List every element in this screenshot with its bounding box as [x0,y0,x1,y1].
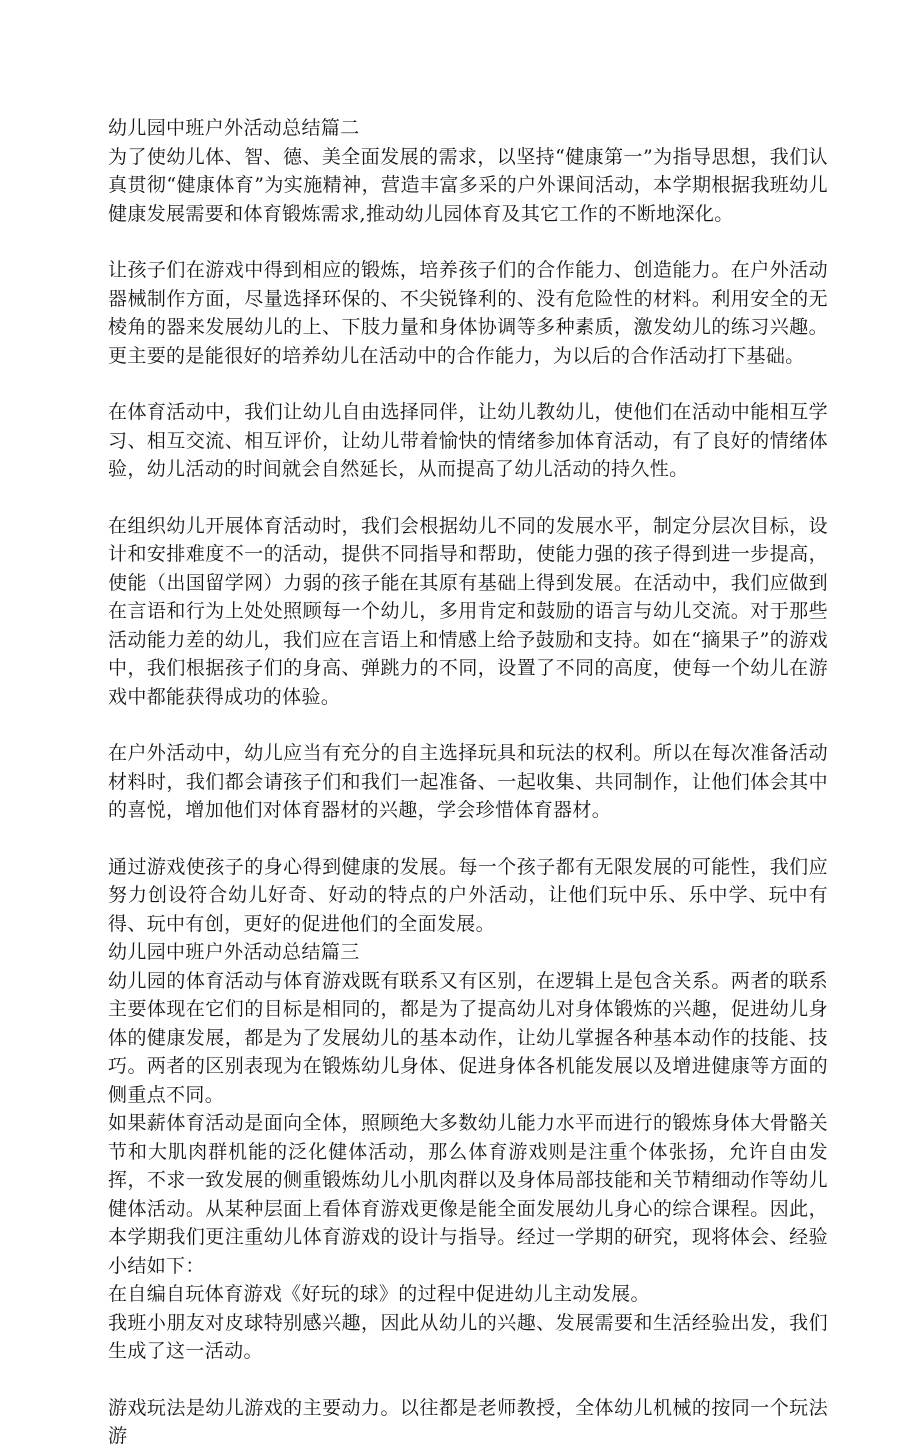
paragraph: 在体育活动中，我们让幼儿自由选择同伴，让幼儿教幼儿，使他们在活动中能相互学习、相互交流、相互评价，让幼儿带着愉快的情绪参加体育活动，有了良好的情绪体验，幼儿活动的时间就会自然延长，从而提高了幼儿活动的持久性。 [108,401,828,480]
paragraph: 让孩子们在游戏中得到相应的锻炼，培养孩子们的合作能力、创造能力。在户外活动器械制作方面，尽量选择环保的、不尖锐锋利的、没有危险性的材料。利用安全的无棱角的器来发展幼儿的上、下肢力量和身体协调等多种素质，激发幼儿的练习兴趣。更主要的是能很好的培养幼儿在活动中的合作能力，为以后的合作活动打下基础。 [108,259,828,367]
paragraph: 在组织幼儿开展体育活动时，我们会根据幼儿不同的发展水平，制定分层次目标，设计和安排难度不一的活动，提供不同指导和帮助，使能力强的孩子得到进一步提高，使能（出国留学网）力弱的孩子能在其原有基础上得到发展。在活动中，我们应做到在言语和行为上处处照顾每一个幼儿，多用肯定和鼓励的语言与幼儿交流。对于那些活动能力差的幼儿，我们应在言语上和情感上给予鼓励和支持。如在“摘果子”的游戏中，我们根据孩子们的身高、弹跳力的不同，设置了不同的高度，使每一个幼儿在游戏中都能获得成功的体验。 [108,514,828,708]
document-body [108,114,828,1451]
section-heading-2: 幼儿园中班户外活动总结篇二 [108,117,360,139]
paragraph: 通过游戏使孩子的身心得到健康的发展。每一个孩子都有无限发展的可能性，我们应努力创设符合幼儿好奇、好动的特点的户外活动，让他们玩中乐、乐中学、玩中有得、玩中有创，更好的促进他们的全面发展。 [108,855,828,935]
paragraph: 在户外活动中，幼儿应当有充分的自主选择玩具和玩法的权利。所以在每次准备活动材料时，我们都会请孩子们和我们一起准备、一起收集、共同制作，让他们体会其中的喜悦，增加他们对体育器材的兴趣，学会珍惜体育器材。 [108,742,828,821]
paragraph: 我班小朋友对皮球特别感兴趣，因此从幼儿的兴趣、发展需要和生活经验出发，我们生成了这一活动。 [108,1311,828,1362]
paragraph: 如果薪体育活动是面向全体，照顾绝大多数幼儿能力水平而进行的锻炼身体大骨骼关节和大肌肉群机能的泛化健体活动，那么体育游戏则是注重个体张扬，允许自由发挥，不求一致发展的侧重锻炼幼儿小肌肉群以及身体局部技能和关节精细动作等幼儿健体活动。从某种层面上看体育游戏更像是能全面发展幼儿身心的综合课程。因此，本学期我们更注重幼儿体育游戏的设计与指导。经过一学期的研究，现将体会、经验小结如下： [108,1112,828,1277]
paragraph: 幼儿园的体育活动与体育游戏既有联系又有区别，在逻辑上是包含关系。两者的联系主要体现在它们的目标是相同的，都是为了提高幼儿对身体锻炼的兴趣，促进幼儿身体的健康发展，都是为了发展幼儿的基本动作，让幼儿掌握各种基本动作的技能、技巧。两者的区别表现为在锻炼幼儿身体、促进身体各机能发展以及增进健康等方面的侧重点不同。 [108,969,828,1106]
paragraph: 游戏玩法是幼儿游戏的主要动力。以往都是老师教授，全体幼儿机械的按同一个玩法游 [108,1396,828,1447]
paragraph: 在自编自玩体育游戏《好玩的球》的过程中促进幼儿主动发展。 [108,1283,650,1305]
section-heading-3: 幼儿园中班户外活动总结篇三 [108,941,360,963]
paragraph: 为了使幼儿体、智、德、美全面发展的需求，以坚持“健康第一”为指导思想，我们认真贯彻“健康体育”为实施精神，营造丰富多采的户外课间活动，本学期根据我班幼儿健康发展需要和体育锻炼需求,推动幼儿园体育及其它工作的不断地深化。 [108,145,828,225]
